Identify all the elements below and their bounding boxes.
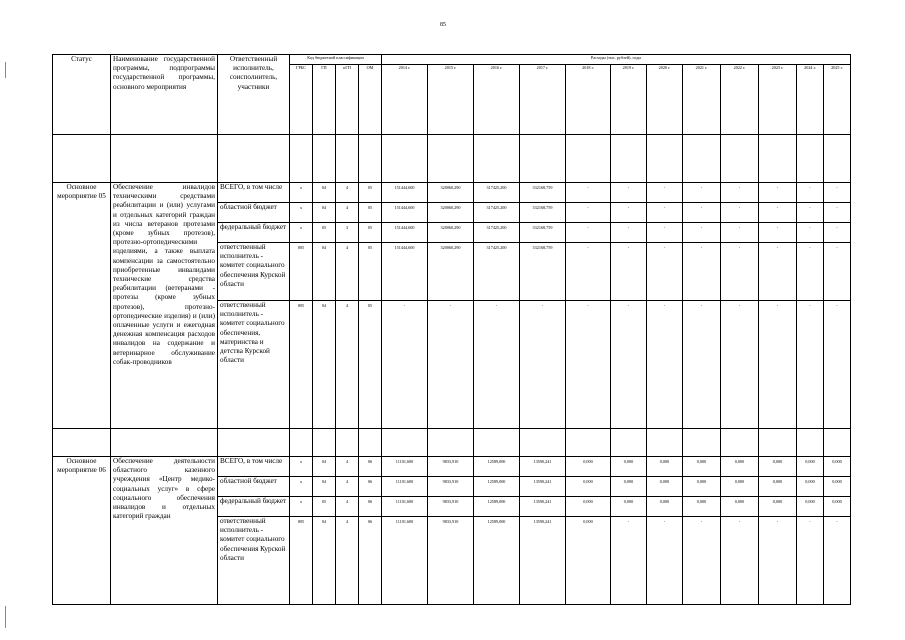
- budget-table: [52, 54, 851, 605]
- expense-cell: 0,000: [721, 497, 759, 517]
- expense-cell: 0,000: [647, 457, 683, 477]
- expense-cell: -: [647, 223, 683, 243]
- code-cell: 805: [290, 301, 313, 429]
- scan-mark: [5, 606, 6, 628]
- expense-cell: 320060,290: [428, 183, 474, 203]
- expense-cell: -: [824, 243, 851, 301]
- header-year: 2021 г.: [683, 65, 721, 135]
- expense-cell: 0,000: [647, 497, 683, 517]
- expense-cell: -: [824, 517, 851, 605]
- expense-cell: -: [759, 203, 797, 223]
- spacer-row: [53, 135, 851, 183]
- expense-cell: -: [382, 301, 428, 429]
- responsible-cell: ответственный исполнитель - комитет социального обеспечения, материнства и детства Курской области: [218, 301, 290, 429]
- expense-cell: 320060,290: [428, 203, 474, 223]
- expense-cell: 0,000: [683, 457, 721, 477]
- header-year: 2025 г.: [824, 65, 851, 135]
- header-year: 2014 г.: [382, 65, 428, 135]
- expense-cell: 320060,290: [428, 243, 474, 301]
- expense-cell: 0,000: [566, 477, 611, 497]
- header-year: 2024 г.: [797, 65, 824, 135]
- expense-cell: 0,000: [759, 497, 797, 517]
- measure-name-cell: Обеспечение инвалидов техническими средствами реабилитации и (или) услугами и отдельных категорий граждан из числа ветеранов протезами (кроме зубных протезов), протезно-ортопедическими изделиями, а также выплата компенсации за самостоятельно приобретенные инвалидами технические средства реабилитации (ветеранами - протезы (кроме зубных протезов), протезно-ортопедические изделия) и (или) оплаченные услуги и ежегодная денежная компенсация расходов инвалидов на содержание и ветеринарное обслуживание собак-проводников: [111, 183, 218, 429]
- status-cell: Основное мероприятие 05: [53, 183, 111, 429]
- expense-cell: 317425,200: [474, 183, 520, 203]
- code-cell: 05: [313, 223, 336, 243]
- expense-cell: -: [797, 223, 824, 243]
- expense-cell: 332168,759: [520, 243, 566, 301]
- expense-cell: 0,000: [566, 517, 611, 605]
- expense-cell: -: [797, 203, 824, 223]
- expense-cell: 11101,600: [382, 497, 428, 517]
- expense-cell: 13590,241: [520, 517, 566, 605]
- responsible-cell: федеральный бюджет: [218, 223, 290, 243]
- expense-cell: -: [647, 183, 683, 203]
- header-expenses: Расходы (тыс. рублей), годы: [382, 55, 851, 65]
- expense-cell: 0,000: [611, 457, 647, 477]
- code-cell: 05: [313, 497, 336, 517]
- header-year: 2019 г.: [611, 65, 647, 135]
- header-budget-codes: Код бюджетной классификации: [290, 55, 382, 65]
- expense-cell: -: [797, 183, 824, 203]
- code-cell: 4: [336, 497, 359, 517]
- expense-cell: 13590,241: [520, 497, 566, 517]
- expense-cell: 317425,200: [474, 243, 520, 301]
- expense-cell: 0,000: [611, 477, 647, 497]
- expense-cell: 151444,600: [382, 183, 428, 203]
- expense-cell: 9833,910: [428, 477, 474, 497]
- table-row: [53, 457, 851, 477]
- code-cell: 06: [359, 517, 382, 605]
- expense-cell: 13590,241: [520, 477, 566, 497]
- header-year: 2016 г.: [474, 65, 520, 135]
- expense-cell: -: [759, 517, 797, 605]
- header-code-col: пГП: [336, 65, 359, 135]
- code-cell: 4: [336, 203, 359, 223]
- expense-cell: 0,000: [759, 457, 797, 477]
- expense-cell: -: [647, 301, 683, 429]
- expense-cell: 0,000: [566, 457, 611, 477]
- responsible-cell: областной бюджет: [218, 477, 290, 497]
- expense-cell: -: [647, 517, 683, 605]
- expense-cell: 151444,600: [382, 223, 428, 243]
- expense-cell: 0,000: [721, 477, 759, 497]
- expense-cell: 11101,600: [382, 517, 428, 605]
- expense-cell: 0,000: [611, 497, 647, 517]
- expense-cell: -: [797, 301, 824, 429]
- header-name: Наименование государственной программы, подпрограммы государственной программы, основного мероприятия: [111, 55, 218, 135]
- expense-cell: -: [611, 517, 647, 605]
- expense-cell: -: [683, 517, 721, 605]
- expense-cell: 11101,600: [382, 477, 428, 497]
- expense-cell: 320060,290: [428, 223, 474, 243]
- expense-cell: 0,000: [566, 497, 611, 517]
- header-responsible: Ответственный исполнитель, соисполнитель, участники: [218, 55, 290, 135]
- code-cell: 05: [359, 183, 382, 203]
- expense-cell: 9833,910: [428, 517, 474, 605]
- status-cell: Основное мероприятие 06: [53, 457, 111, 605]
- spacer-row: [53, 429, 851, 457]
- expense-cell: 0,000: [647, 477, 683, 497]
- expense-cell: -: [566, 223, 611, 243]
- code-cell: 06: [359, 477, 382, 497]
- header-year: 2017 г.: [520, 65, 566, 135]
- expense-cell: -: [721, 517, 759, 605]
- expense-cell: -: [428, 301, 474, 429]
- expense-cell: -: [611, 223, 647, 243]
- header-year: 2018 г.: [566, 65, 611, 135]
- code-cell: 05: [359, 203, 382, 223]
- expense-cell: 332168,759: [520, 183, 566, 203]
- code-cell: x: [290, 457, 313, 477]
- code-cell: 04: [313, 517, 336, 605]
- expense-cell: -: [520, 301, 566, 429]
- expense-cell: 332168,759: [520, 203, 566, 223]
- code-cell: 05: [359, 243, 382, 301]
- expense-cell: -: [721, 301, 759, 429]
- code-cell: 805: [290, 517, 313, 605]
- expense-cell: -: [721, 223, 759, 243]
- code-cell: 04: [313, 457, 336, 477]
- expense-cell: -: [683, 223, 721, 243]
- expense-cell: 12589,000: [474, 517, 520, 605]
- code-cell: 05: [359, 223, 382, 243]
- expense-cell: 0,000: [721, 457, 759, 477]
- expense-cell: 0,000: [797, 457, 824, 477]
- expense-cell: -: [824, 223, 851, 243]
- code-cell: 4: [336, 457, 359, 477]
- expense-cell: 317425,200: [474, 223, 520, 243]
- table-row: [53, 183, 851, 203]
- expense-cell: -: [566, 183, 611, 203]
- header-year: 2022 г.: [721, 65, 759, 135]
- expense-cell: -: [759, 243, 797, 301]
- code-cell: x: [290, 203, 313, 223]
- code-cell: 06: [359, 457, 382, 477]
- expense-cell: 11101,600: [382, 457, 428, 477]
- expense-cell: 12589,000: [474, 497, 520, 517]
- code-cell: 04: [313, 203, 336, 223]
- expense-cell: -: [721, 243, 759, 301]
- expense-cell: -: [824, 183, 851, 203]
- code-cell: 4: [336, 301, 359, 429]
- expense-cell: 13590,241: [520, 457, 566, 477]
- responsible-cell: федеральный бюджет: [218, 497, 290, 517]
- code-cell: 04: [313, 477, 336, 497]
- expense-cell: -: [797, 243, 824, 301]
- expense-cell: -: [721, 183, 759, 203]
- expense-cell: 0,000: [797, 497, 824, 517]
- responsible-cell: ответственный исполнитель - комитет социального обеспечения Курской области: [218, 243, 290, 301]
- expense-cell: 0,000: [683, 497, 721, 517]
- expense-cell: 332168,759: [520, 223, 566, 243]
- expense-cell: 151444,600: [382, 203, 428, 223]
- code-cell: 05: [359, 301, 382, 429]
- code-cell: 3: [336, 223, 359, 243]
- expense-cell: 0,000: [824, 497, 851, 517]
- expense-cell: 9833,910: [428, 457, 474, 477]
- expense-cell: 0,000: [759, 477, 797, 497]
- expense-cell: -: [647, 203, 683, 223]
- expense-cell: -: [721, 203, 759, 223]
- code-cell: 06: [359, 497, 382, 517]
- expense-cell: -: [824, 301, 851, 429]
- expense-cell: 151444,600: [382, 243, 428, 301]
- code-cell: 04: [313, 183, 336, 203]
- page-number: 85: [440, 22, 446, 28]
- expense-cell: -: [611, 301, 647, 429]
- expense-cell: 0,000: [824, 477, 851, 497]
- header-year: 2015 г.: [428, 65, 474, 135]
- code-cell: 4: [336, 477, 359, 497]
- header-code-col: ГРБС: [290, 65, 313, 135]
- expense-cell: -: [611, 203, 647, 223]
- expense-cell: -: [797, 517, 824, 605]
- expense-cell: -: [683, 243, 721, 301]
- code-cell: 04: [313, 243, 336, 301]
- measure-name-cell: Обеспечение деятельности областного казенного учреждения «Центр медико-социальных услуг» в сфере социального обеспечения инвалидов и отдельных категорий граждан: [111, 457, 218, 605]
- expense-cell: -: [759, 301, 797, 429]
- expense-cell: 0,000: [683, 477, 721, 497]
- expense-cell: -: [566, 301, 611, 429]
- code-cell: 4: [336, 517, 359, 605]
- responsible-cell: ВСЕГО, в том числе: [218, 183, 290, 203]
- header-code-col: ГП: [313, 65, 336, 135]
- scan-mark: [5, 62, 6, 78]
- expense-cell: -: [683, 183, 721, 203]
- code-cell: 04: [313, 301, 336, 429]
- code-cell: 805: [290, 243, 313, 301]
- expense-cell: -: [566, 203, 611, 223]
- expense-cell: -: [683, 203, 721, 223]
- expense-cell: 0,000: [824, 457, 851, 477]
- responsible-cell: ответственный исполнитель - комитет социального обеспечения Курской области: [218, 517, 290, 605]
- code-cell: 4: [336, 183, 359, 203]
- header-status: Статус: [53, 55, 111, 135]
- expense-cell: 317425,200: [474, 203, 520, 223]
- expense-cell: -: [824, 203, 851, 223]
- expense-cell: -: [683, 301, 721, 429]
- code-cell: x: [290, 183, 313, 203]
- expense-cell: -: [647, 243, 683, 301]
- code-cell: x: [290, 477, 313, 497]
- expense-cell: -: [759, 223, 797, 243]
- header-year: 2020 г.: [647, 65, 683, 135]
- code-cell: 4: [336, 243, 359, 301]
- expense-cell: -: [474, 301, 520, 429]
- expense-cell: -: [611, 183, 647, 203]
- header-code-col: ОМ: [359, 65, 382, 135]
- code-cell: x: [290, 223, 313, 243]
- expense-cell: -: [566, 243, 611, 301]
- expense-cell: 12589,000: [474, 457, 520, 477]
- responsible-cell: областной бюджет: [218, 203, 290, 223]
- expense-cell: -: [759, 183, 797, 203]
- responsible-cell: ВСЕГО, в том числе: [218, 457, 290, 477]
- header-year: 2023 г.: [759, 65, 797, 135]
- expense-cell: -: [611, 243, 647, 301]
- expense-cell: 0,000: [797, 477, 824, 497]
- code-cell: x: [290, 497, 313, 517]
- expense-cell: 9833,910: [428, 497, 474, 517]
- expense-cell: 12589,000: [474, 477, 520, 497]
